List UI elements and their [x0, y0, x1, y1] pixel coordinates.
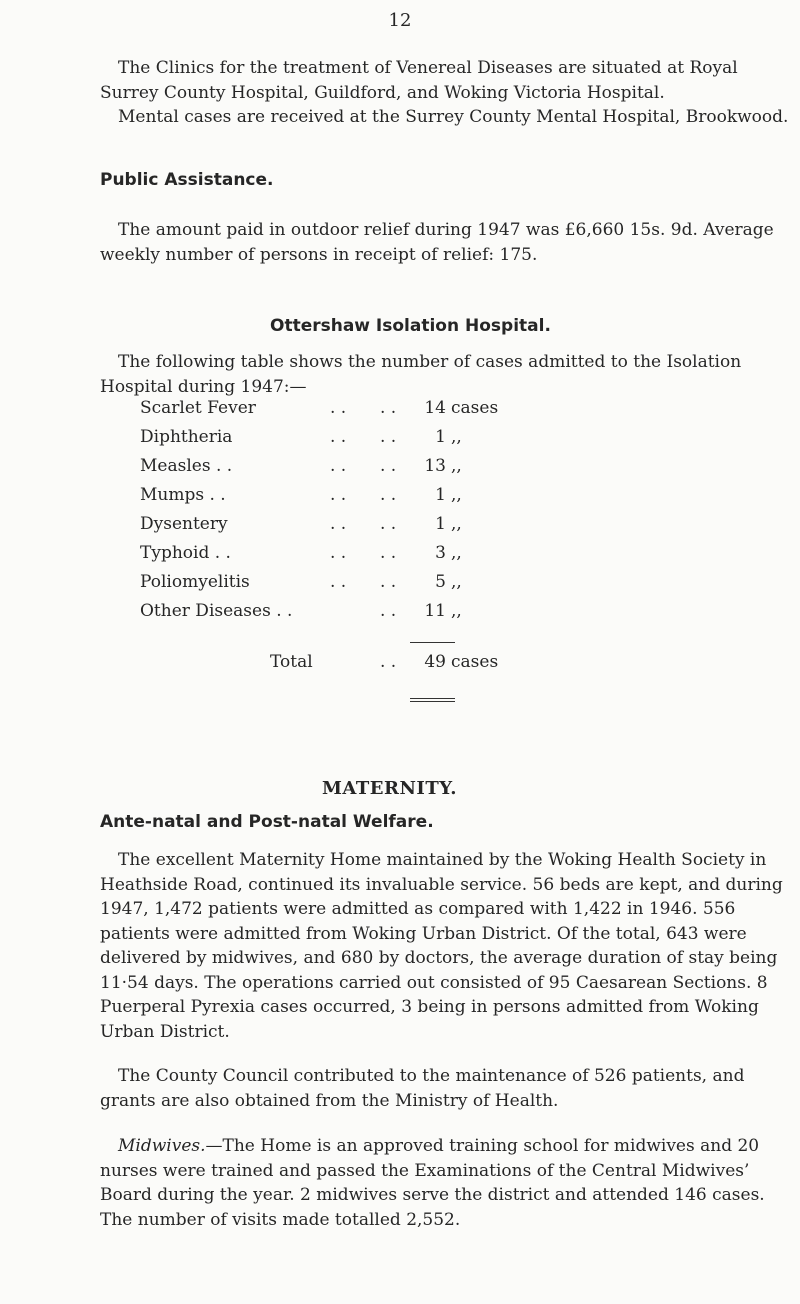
welfare-subheading: Ante-natal and Post-natal Welfare.	[100, 812, 434, 832]
total-count: 49	[424, 652, 446, 672]
case-unit: ,,	[451, 427, 462, 447]
case-unit: ,,	[451, 601, 462, 621]
public-assistance-heading: Public Assistance.	[100, 170, 274, 190]
table-row	[140, 398, 640, 427]
disease-name: Other Diseases . .	[140, 601, 293, 621]
case-unit: ,,	[451, 572, 462, 592]
disease-name: Typhoid . .	[140, 543, 231, 563]
leader-dots: . .	[330, 456, 347, 476]
table-row	[140, 601, 640, 630]
disease-name: Diphtheria	[140, 427, 233, 447]
disease-name: Scarlet Fever	[140, 398, 256, 418]
leader-dots: . .	[380, 485, 397, 505]
total-double-rule	[410, 698, 455, 702]
case-count: 1	[435, 485, 446, 505]
leader-dots: . .	[380, 543, 397, 563]
leader-dots: . .	[380, 398, 397, 418]
disease-name: Dysentery	[140, 514, 228, 534]
disease-cases-table	[140, 398, 640, 672]
table-row	[140, 543, 640, 572]
disease-name: Mumps . .	[140, 485, 226, 505]
leader-dots: . .	[330, 427, 347, 447]
leader-dots: . .	[380, 572, 397, 592]
county-council-paragraph: The County Council contributed to the maintenance of 526 patients, and grants are also obtained from the Ministry of Health.	[100, 1066, 745, 1111]
public-assistance-paragraph: The amount paid in outdoor relief during 1947 was £6,660 15s. 9d. Average weekly number of persons in receipt of relief: 175.	[100, 220, 774, 265]
table-row	[140, 427, 640, 456]
case-count: 5	[435, 572, 446, 592]
table-row	[140, 485, 640, 514]
leader-dots: . .	[380, 427, 397, 447]
midwives-paragraph	[100, 1134, 795, 1232]
page-number: 12	[388, 10, 412, 31]
subtotal-rule	[410, 642, 455, 643]
leader-dots: . .	[380, 601, 397, 621]
table-row	[140, 572, 640, 601]
table-row	[140, 514, 640, 543]
disease-name: Measles . .	[140, 456, 233, 476]
case-unit: ,,	[451, 514, 462, 534]
case-count: 1	[435, 514, 446, 534]
case-unit: cases	[451, 398, 499, 418]
total-unit: cases	[451, 652, 499, 672]
leader-dots: . .	[380, 652, 397, 672]
leader-dots: . .	[380, 514, 397, 534]
leader-dots: . .	[330, 514, 347, 534]
mental-cases-paragraph: Mental cases are received at the Surrey County Mental Hospital, Brookwood.	[118, 107, 789, 127]
leader-dots: . .	[380, 456, 397, 476]
midwives-label: Midwives.	[118, 1136, 206, 1156]
case-count: 14	[424, 398, 446, 418]
isolation-intro-paragraph: The following table shows the number of cases admitted to the Isolation Hospital during 1947:—	[100, 352, 742, 397]
leader-dots: . .	[330, 485, 347, 505]
leader-dots: . .	[330, 398, 347, 418]
case-count: 11	[424, 601, 446, 621]
isolation-hospital-heading: Ottershaw Isolation Hospital.	[270, 316, 551, 336]
maternity-heading: MATERNITY.	[322, 778, 458, 799]
case-count: 13	[424, 456, 446, 476]
total-label: Total	[270, 652, 313, 672]
leader-dots: . .	[330, 572, 347, 592]
disease-name: Poliomyelitis	[140, 572, 250, 592]
case-count: 3	[435, 543, 446, 563]
case-unit: ,,	[451, 456, 462, 476]
table-row	[140, 456, 640, 485]
case-unit: ,,	[451, 543, 462, 563]
leader-dots: . .	[330, 543, 347, 563]
case-unit: ,,	[451, 485, 462, 505]
total-row	[140, 652, 640, 681]
case-count: 1	[435, 427, 446, 447]
midwives-text: —The Home is an approved training school for midwives and 20 nurses were trained and passed the Examinations of the Central Midwives’ Board during the year. 2 midwives serve the district and attended 146 cases. The number of visits made totalled 2,552.	[100, 1136, 765, 1230]
maternity-home-paragraph: The excellent Maternity Home maintained by the Woking Health Society in Heathside Road, continued its invaluable service. 56 beds are kept, and during 1947, 1,472 patients were admitted as compared with 1,422 in 1946. 556 patients were admitted from Woking Urban District. Of the total, 643 were delivered by midwives, and 680 by doctors, the average duration of stay being 11·54 days. The operations carried out consisted of 95 Caesarean Sections. 8 Puerperal Pyrexia cases occurred, 3 being in persons admitted from Woking Urban District.	[100, 850, 783, 1042]
venereal-clinics-paragraph: The Clinics for the treatment of Venereal Diseases are situated at Royal Surrey County Hospital, Guildford, and Woking Victoria Hospital.	[100, 58, 738, 103]
